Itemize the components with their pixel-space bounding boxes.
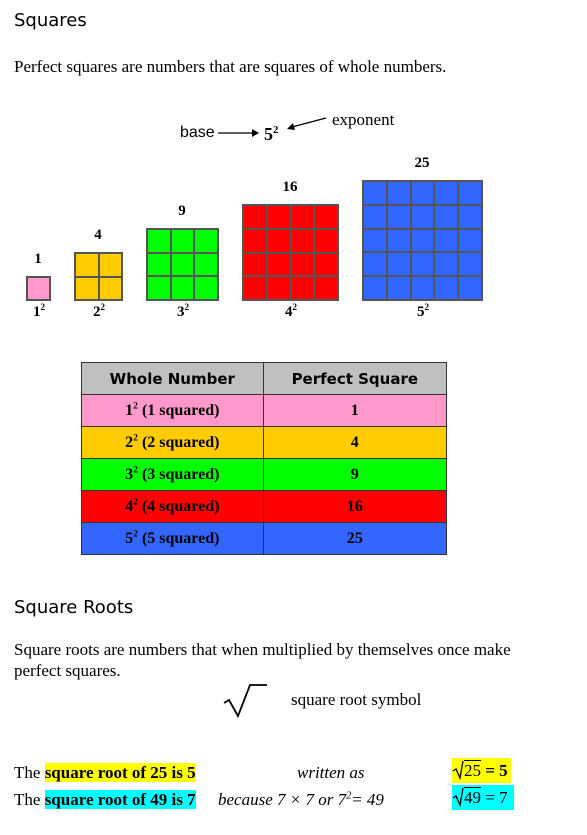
grid-cell: [411, 276, 435, 300]
square-grid-4: [74, 252, 123, 301]
table-row: [82, 427, 447, 459]
grid-cell: [434, 229, 458, 253]
square-value-9: 9: [178, 203, 186, 219]
table-row: [82, 491, 447, 523]
grid-cell: [27, 277, 50, 300]
exponent-arrow-icon: [284, 114, 328, 134]
square-grid-16: [242, 204, 339, 301]
grid-cell: [99, 253, 123, 277]
grid-cell: [363, 205, 387, 229]
grid-cell: [75, 277, 99, 301]
table-row: [82, 395, 447, 427]
grid-cell: [458, 276, 482, 300]
grid-cell: [267, 276, 291, 300]
grid-cell: [434, 276, 458, 300]
grid-cell: [458, 252, 482, 276]
grid-cell: [434, 205, 458, 229]
row-perfect-square: 9: [263, 459, 446, 491]
exponent-label: exponent: [332, 110, 395, 129]
square-power-1: $1^2$: [33, 302, 45, 320]
grid-cell: [387, 252, 411, 276]
grid-cell: [363, 229, 387, 253]
grid-cell: [363, 252, 387, 276]
grid-cell: [314, 229, 338, 253]
grid-cell: [434, 181, 458, 205]
square-roots-heading: Square Roots: [14, 597, 134, 618]
grid-cell: [194, 229, 218, 253]
grid-cell: [194, 276, 218, 300]
grid-cell: [458, 205, 482, 229]
base-arrow-icon: [216, 125, 260, 141]
grid-cell: [411, 181, 435, 205]
table-header-row: [82, 363, 447, 395]
square-grid-1: [26, 276, 51, 301]
grid-cell: [147, 253, 171, 277]
row-perfect-square: 25: [263, 523, 446, 555]
grid-cell: [291, 205, 315, 229]
grid-cell: [171, 276, 195, 300]
radical-icon: [452, 760, 464, 780]
grid-cell: [363, 181, 387, 205]
highlight-root-49: square root of 49 is 7: [44, 790, 196, 809]
square-value-1: 1: [34, 251, 42, 267]
square-roots-intro-line2: perfect squares.: [14, 661, 121, 680]
grid-cell: [267, 205, 291, 229]
square-root-symbol-label: square root symbol: [291, 690, 422, 709]
square-power-2: $2^2$: [93, 302, 105, 320]
equation-root-25: 25 = 5: [452, 758, 511, 783]
grid-cell: [147, 276, 171, 300]
grid-cell: [411, 229, 435, 253]
grid-cell: [243, 229, 267, 253]
row-whole-number: $1^2$ (1 squared): [82, 395, 264, 427]
highlight-root-25: square root of 25 is 5: [44, 763, 196, 782]
row-whole-number: $4^2$ (4 squared): [82, 491, 264, 523]
grid-cell: [147, 229, 171, 253]
grid-cell: [291, 229, 315, 253]
grid-cell: [314, 205, 338, 229]
example-sentence-25: The square root of 25 is 5: [14, 763, 196, 782]
square-power-3: $3^2$: [177, 302, 189, 320]
grid-cell: [75, 253, 99, 277]
header-perfect-square: Perfect Square: [263, 363, 446, 395]
squares-intro: Perfect squares are numbers that are squares of whole numbers.: [14, 57, 447, 76]
grid-cell: [458, 229, 482, 253]
row-perfect-square: 16: [263, 491, 446, 523]
row-whole-number: $5^2$ (5 squared): [82, 523, 264, 555]
table-row: [82, 523, 447, 555]
grid-cell: [434, 252, 458, 276]
row-perfect-square: 1: [263, 395, 446, 427]
grid-cell: [387, 276, 411, 300]
grid-cell: [314, 253, 338, 277]
square-power-4: $4^2$: [285, 302, 297, 320]
row-whole-number: $3^2$ (3 squared): [82, 459, 264, 491]
square-power-5: $5^2$: [417, 302, 429, 320]
grid-cell: [243, 276, 267, 300]
grid-cell: [243, 253, 267, 277]
squares-heading: Squares: [14, 10, 87, 31]
grid-cell: [411, 205, 435, 229]
grid-cell: [194, 253, 218, 277]
grid-cell: [387, 205, 411, 229]
row-perfect-square: 4: [263, 427, 446, 459]
square-root-symbol-icon: [222, 683, 268, 719]
example-sentence-49: The square root of 49 is 7: [14, 790, 196, 809]
perfect-squares-table: [81, 362, 447, 555]
grid-cell: [267, 253, 291, 277]
grid-cell: [411, 252, 435, 276]
grid-cell: [171, 229, 195, 253]
grid-cell: [314, 276, 338, 300]
grid-cell: [458, 181, 482, 205]
grid-cell: [387, 181, 411, 205]
base-label: base: [180, 124, 215, 141]
square-value-16: 16: [282, 179, 298, 195]
square-value-4: 4: [94, 227, 102, 243]
equation-root-49: 49 = 7: [452, 785, 514, 810]
grid-cell: [291, 253, 315, 277]
square-value-25: 25: [414, 155, 430, 171]
row-whole-number: $2^2$ (2 squared): [82, 427, 264, 459]
grid-cell: [267, 229, 291, 253]
written-as-label: written as: [297, 763, 365, 782]
table-row: [82, 459, 447, 491]
square-grid-9: [146, 228, 219, 301]
radical-icon: [452, 787, 464, 807]
grid-cell: [99, 277, 123, 301]
square-roots-intro-line1: Square roots are numbers that when multiplied by themselves once make: [14, 640, 511, 659]
notation-expression: $5^2$: [264, 124, 279, 144]
grid-cell: [387, 229, 411, 253]
square-grid-25: [362, 180, 483, 301]
header-whole-number: Whole Number: [82, 363, 264, 395]
grid-cell: [171, 253, 195, 277]
because-explanation: because 7 × 7 or $7^2= 49$: [218, 790, 384, 809]
grid-cell: [291, 276, 315, 300]
grid-cell: [243, 205, 267, 229]
grid-cell: [363, 276, 387, 300]
